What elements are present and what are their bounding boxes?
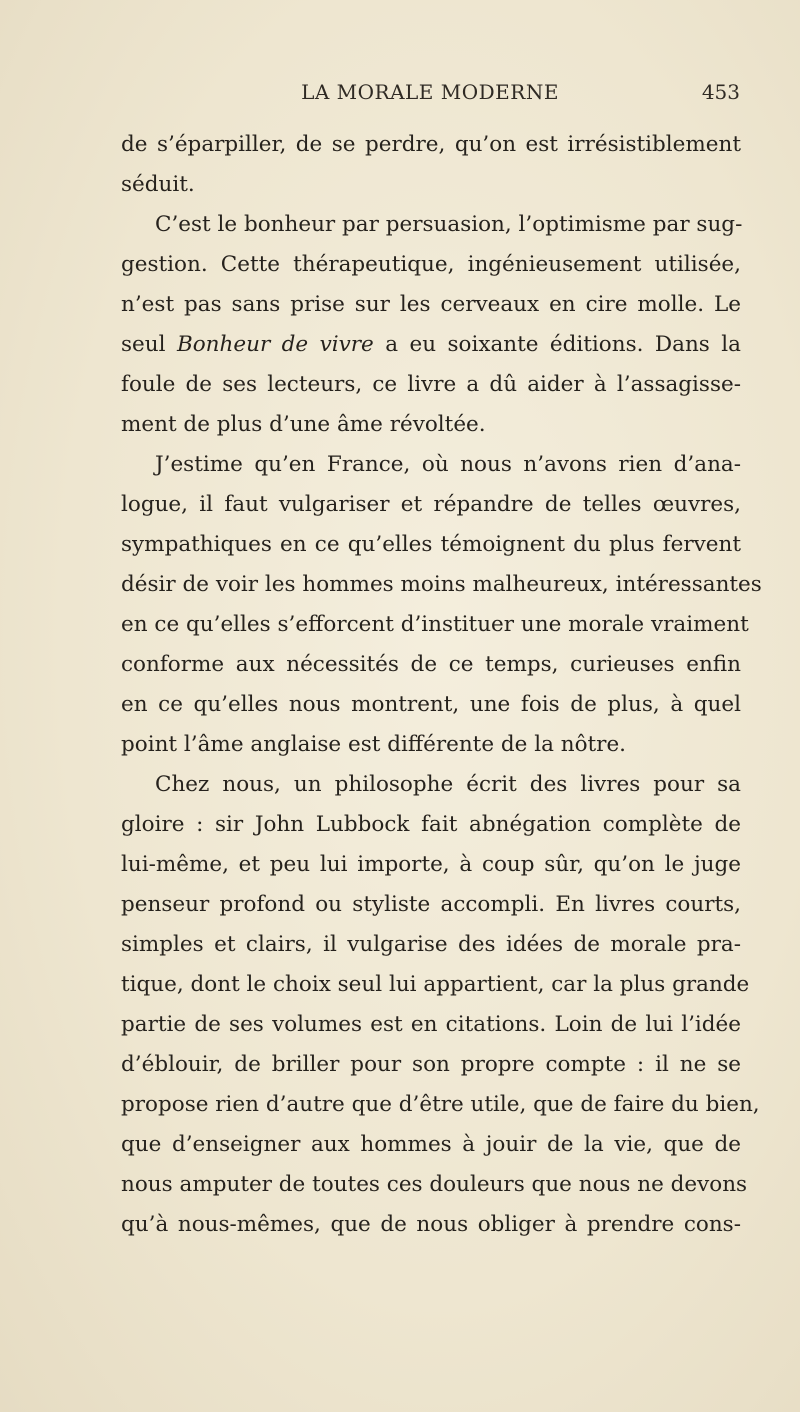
text-line: nous amputer de toutes ces douleurs que nous ne devons: [121, 1172, 748, 1197]
text-line: ment de plus d’une âme révoltée.: [121, 412, 486, 437]
text-line: Chez nous, un philosophe écrit des livres pour sa: [155, 772, 741, 797]
running-head: [120, 80, 740, 108]
text-line: point l’âme anglaise est différente de la nôtre.: [121, 732, 626, 757]
text-line: en ce qu’elles s’efforcent d’instituer une morale vraiment: [121, 612, 749, 637]
text-line: que d’enseigner aux hommes à jouir de la vie, que de: [121, 1132, 741, 1157]
text-line: d’éblouir, de briller pour son propre compte : il ne se: [121, 1052, 741, 1077]
page-number: 453: [701, 80, 740, 104]
text-line: C’est le bonheur par persuasion, l’optimisme par sug-: [155, 212, 743, 237]
text-fragment: seul: [121, 332, 177, 357]
text-fragment: a eu soixante éditions. Dans la: [373, 332, 741, 357]
text-line: de s’éparpiller, de se perdre, qu’on est irrésistiblement: [121, 132, 741, 157]
text-line: en ce qu’elles nous montrent, une fois de plus, à quel: [121, 692, 741, 717]
text-line: propose rien d’autre que d’être utile, que de faire du bien,: [121, 1092, 760, 1117]
text-line: sympathiques en ce qu’elles témoignent du plus fervent: [121, 532, 741, 557]
text-line: J’estime qu’en France, où nous n’avons rien d’ana-: [155, 452, 741, 477]
text-line: n’est pas sans prise sur les cerveaux en cire molle. Le: [121, 292, 741, 317]
text-line: tique, dont le choix seul lui appartient, car la plus grande: [121, 972, 750, 997]
running-title: LA MORALE MODERNE: [301, 80, 559, 104]
text-line: séduit.: [121, 172, 195, 197]
text-line: gestion. Cette thérapeutique, ingénieusement utilisée,: [121, 252, 741, 277]
text-line: logue, il faut vulgariser et répandre de telles œuvres,: [121, 492, 741, 517]
text-line: qu’à nous-mêmes, que de nous obliger à prendre cons-: [121, 1212, 741, 1237]
book-title: Bonheur de vivre: [176, 332, 374, 357]
text-line: lui-même, et peu lui importe, à coup sûr, qu’on le juge: [121, 852, 741, 877]
text-line: partie de ses volumes est en citations. Loin de lui l’idée: [121, 1012, 741, 1037]
text-line: simples et clairs, il vulgarise des idées de morale pra-: [121, 932, 741, 957]
text-line: conforme aux nécessités de ce temps, curieuses enfin: [121, 652, 741, 677]
text-line: [121, 325, 741, 365]
text-line: penseur profond ou styliste accompli. En livres courts,: [121, 892, 741, 917]
text-line: gloire : sir John Lubbock fait abnégation complète de: [121, 812, 741, 837]
body-text: [121, 125, 762, 1245]
text-line: foule de ses lecteurs, ce livre a dû aider à l’assagisse-: [121, 372, 741, 397]
text-line: désir de voir les hommes moins malheureux, intéressantes: [121, 572, 762, 597]
